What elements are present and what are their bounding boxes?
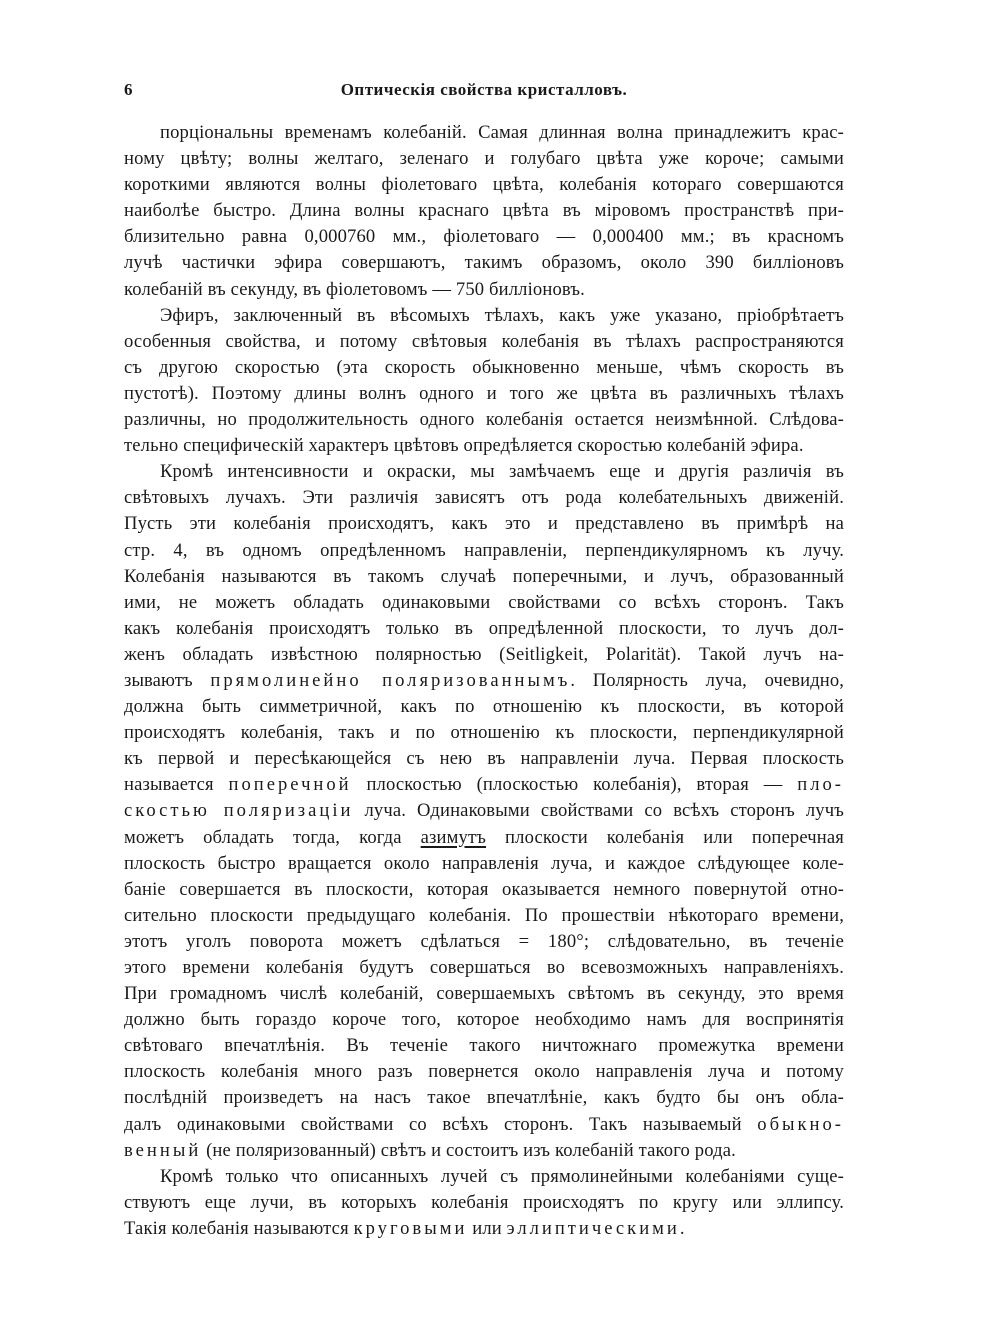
text-line: При громадномъ числѣ колебаній, совершаемыхъ свѣтомъ въ секунду, это время: [124, 983, 844, 1005]
text-line: къ первой и пересѣкающейся съ нею въ направленіи луча. Первая плоскость: [124, 748, 844, 770]
text-line: различны, но продолжительность одного колебанія остается неизмѣнной. Слѣдова-: [124, 409, 844, 431]
text-line: происходятъ колебанія, такъ и по отношенію къ плоскости, перпендикулярной: [124, 722, 844, 744]
text-line: свѣтоваго впечатлѣнія. Въ теченіе такого ничтожнаго промежутка времени: [124, 1035, 844, 1057]
text-line: этотъ уголъ поворота можетъ сдѣлаться = 180°; слѣдовательно, въ теченіе: [124, 930, 844, 952]
book-page: [124, 74, 844, 1242]
spaced-emphasis: эллиптическими: [506, 1217, 680, 1239]
spaced-emphasis: обыкно-: [757, 1113, 844, 1135]
text-line: должна быть симметричной, какъ по отношенію къ плоскости, въ которой: [124, 696, 844, 718]
text-line: сительно плоскости предыдущаго колебанія. По прошествіи нѣкотораго времени,: [124, 904, 844, 926]
text-line: короткими являются волны фіолетоваго цвѣта, колебанія котораго совершаются: [124, 174, 844, 196]
text-line: женъ обладать извѣстною полярностью (Seitligkeit, Polarität). Такой лучъ на-: [124, 643, 844, 665]
body-text: [124, 120, 844, 1242]
text-line: какъ колебанія происходятъ только въ опредѣленной плоскости, то лучъ дол-: [124, 617, 844, 639]
text-line: Кромѣ только что описанныхъ лучей съ прямолинейными колебаніями суще-: [160, 1165, 844, 1187]
text-line: плоскость колебанія много разъ повернется около направленія луча и потому: [124, 1061, 844, 1083]
running-title: Оптическія свойства кристалловъ.: [340, 80, 628, 99]
spaced-emphasis: круговыми: [353, 1217, 468, 1239]
text-line: этого времени колебанія будутъ совершаться во всевозможныхъ направленіяхъ.: [124, 957, 844, 978]
text-line: зываютъ прямолинейно поляризованнымъ. Полярность луча, очевидно,: [124, 669, 844, 691]
spaced-emphasis: венный: [124, 1139, 202, 1161]
text-line: плоскость быстро вращается около направленія луча, и каждое слѣдующее коле-: [124, 852, 844, 874]
text-line: скостью поляризаціи луча. Одинаковыми свойствами со всѣхъ сторонъ лучъ: [124, 800, 844, 822]
spaced-emphasis: прямолинейно поляризованнымъ: [210, 669, 571, 691]
text-line: наиболѣе быстро. Длина волны краснаго цвѣта въ міровомъ пространствѣ при-: [124, 200, 844, 222]
spaced-emphasis: поперечной: [228, 774, 352, 796]
text-line: венный (не поляризованный) свѣтъ и состоитъ изъ колебаній такого рода.: [124, 1139, 736, 1161]
paragraph-4: [124, 1164, 844, 1242]
text-line: Колебанія называются въ такомъ случаѣ поперечными, и лучъ, образованный: [124, 565, 844, 587]
text-line: порціональны временамъ колебаній. Самая длинная волна принадлежитъ крас-: [160, 122, 844, 143]
text-line: Кромѣ интенсивности и окраски, мы замѣчаемъ еще и другія различія въ: [160, 461, 844, 483]
text-line: Эфиръ, заключенный въ вѣсомыхъ тѣлахъ, какъ уже указано, пріобрѣтаетъ: [160, 304, 844, 326]
text-line: колебаній въ секунду, въ фіолетовомъ — 750 билліоновъ.: [124, 278, 585, 300]
text-line: тельно специфическій характеръ цвѣтовъ опредѣляется скоростью колебаній эфира.: [124, 435, 804, 457]
text-line: пустотѣ). Поэтому длины волнъ одного и того же цвѣта въ различныхъ тѣлахъ: [124, 382, 844, 404]
text-line: можетъ обладать тогда, когда азимутъ плоскости колебанія или поперечная: [124, 826, 844, 848]
underlined-word: азимутъ: [420, 826, 487, 848]
spaced-emphasis: пло-: [797, 774, 844, 796]
text-line: послѣдній произведетъ на насъ такое впечатлѣніе, какъ будто бы онъ обла-: [124, 1087, 844, 1109]
text-line: съ другою скоростью (эта скорость обыкновенно меньше, чѣмъ скорость въ: [124, 356, 844, 378]
text-line: Пусть эти колебанія происходятъ, какъ это и представлено въ примѣрѣ на: [124, 513, 844, 535]
running-head: [124, 74, 844, 104]
text-line: баніе совершается въ плоскости, которая оказывается немного повернутой отно-: [124, 878, 844, 900]
paragraph-3: [124, 459, 844, 1164]
text-line: должно быть гораздо короче того, которое необходимо намъ для воспринятія: [124, 1009, 844, 1031]
text-line: ими, не можетъ обладать одинаковыми свойствами со всѣхъ сторонъ. Такъ: [124, 591, 844, 613]
text-line: лучѣ частички эфира совершаютъ, такимъ образомъ, около 390 билліоновъ: [124, 252, 844, 274]
text-line: ному цвѣту; волны желтаго, зеленаго и голубаго цвѣта уже короче; самыми: [124, 148, 844, 170]
text-line: стр. 4, въ одномъ опредѣленномъ направленіи, перпендикулярномъ къ лучу.: [124, 539, 844, 561]
text-line: Такія колебанія называются круговыми или эллиптическими.: [124, 1217, 685, 1239]
paragraph-2: [124, 303, 844, 460]
text-line: ствуютъ еще лучи, въ которыхъ колебанія происходятъ по кругу или эллипсу.: [124, 1191, 844, 1213]
page-number: 6: [124, 80, 133, 99]
text-line: свѣтовыхъ лучахъ. Эти различія зависятъ отъ рода колебательныхъ движеній.: [124, 487, 844, 509]
text-line: далъ одинаковыми свойствами со всѣхъ сторонъ. Такъ называемый обыкно-: [124, 1113, 844, 1135]
text-line: называется поперечной плоскостью (плоскостью колебанія), вторая — пло-: [124, 774, 844, 796]
text-line: особенныя свойства, и потому свѣтовыя колебанія въ тѣлахъ распространяются: [124, 330, 844, 352]
text-line: близительно равна 0,000760 мм., фіолетоваго — 0,000400 мм.; въ красномъ: [124, 226, 844, 248]
paragraph-1: [124, 120, 844, 303]
spaced-emphasis: скостью поляризаціи: [124, 800, 354, 822]
